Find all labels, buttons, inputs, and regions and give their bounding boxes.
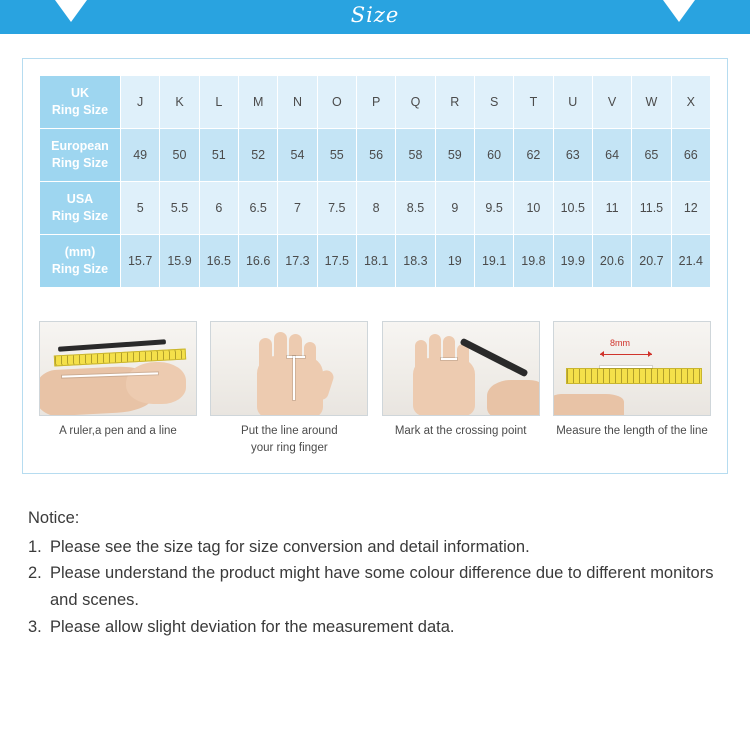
row-header-mm (40, 235, 121, 288)
table-row (40, 129, 711, 182)
cell-usa-12: 11 (592, 182, 631, 235)
arm-shape (553, 394, 624, 416)
cell-eu-10: 62 (514, 129, 553, 182)
cell-mm-1: 15.9 (160, 235, 199, 288)
cell-eu-8: 59 (435, 129, 474, 182)
list-item (28, 560, 728, 613)
row-header-mm-line1: (mm) (64, 245, 96, 260)
cell-usa-3: 6.5 (238, 182, 277, 235)
cell-uk-0: J (121, 76, 160, 129)
cell-eu-9: 60 (474, 129, 513, 182)
cell-eu-1: 50 (160, 129, 199, 182)
measure-length-label: 8mm (609, 338, 630, 348)
cell-usa-13: 11.5 (632, 182, 671, 235)
cell-eu-6: 56 (356, 129, 395, 182)
thread-tail (293, 356, 295, 400)
measure-step-1-caption: A ruler,a pen and a line (59, 425, 177, 437)
measure-step-3-caption: Mark at the crossing point (394, 425, 527, 437)
cell-eu-4: 54 (278, 129, 317, 182)
notice-item-2-text: Please understand the product might have some colour difference due to different monitors and scenes. (50, 564, 714, 610)
cell-uk-7: Q (396, 76, 435, 129)
cell-eu-7: 58 (396, 129, 435, 182)
cell-mm-6: 18.1 (356, 235, 395, 288)
cell-uk-3: M (238, 76, 277, 129)
list-item (28, 534, 728, 561)
cell-usa-5: 7.5 (317, 182, 356, 235)
cell-mm-9: 19.1 (474, 235, 513, 288)
cell-eu-14: 66 (671, 129, 710, 182)
notice-item-1-text: Please see the size tag for size conversion and detail information. (50, 537, 530, 556)
ruler-measure-icon (553, 321, 711, 416)
cell-usa-4: 7 (278, 182, 317, 235)
cell-uk-6: P (356, 76, 395, 129)
cell-mm-13: 20.7 (632, 235, 671, 288)
banner-right-notch (663, 0, 695, 22)
notice-title: Notice: (28, 509, 80, 527)
finger-1 (259, 338, 272, 374)
cell-eu-5: 55 (317, 129, 356, 182)
thread-shape (441, 358, 457, 360)
notice-list (28, 534, 728, 641)
measure-step-2-caption-line1: Put the line around (241, 425, 338, 437)
cell-eu-13: 65 (632, 129, 671, 182)
cell-uk-10: T (514, 76, 553, 129)
page-title: Size (350, 3, 400, 27)
table-row (40, 182, 711, 235)
finger-4 (304, 342, 316, 376)
list-item (28, 614, 728, 641)
cell-usa-14: 12 (671, 182, 710, 235)
ruler-ticks (567, 369, 701, 383)
cell-mm-12: 20.6 (592, 235, 631, 288)
banner-center-plate (225, 0, 525, 34)
row-header-uk-line1: UK (70, 86, 90, 101)
cell-mm-2: 16.5 (199, 235, 238, 288)
cell-mm-5: 17.5 (317, 235, 356, 288)
row-header-usa-line2: Ring Size (51, 209, 109, 223)
measure-step-1 (39, 321, 197, 456)
cell-uk-1: K (160, 76, 199, 129)
notice-section (28, 505, 728, 641)
cell-mm-8: 19 (435, 235, 474, 288)
cell-mm-11: 19.9 (553, 235, 592, 288)
measure-step-2-caption-line2: your ring finger (250, 441, 328, 454)
cell-mm-7: 18.3 (396, 235, 435, 288)
row-header-mm-line2: Ring Size (51, 262, 109, 276)
cell-uk-11: U (553, 76, 592, 129)
row-header-european-line1: European (51, 139, 109, 154)
finger-3 (289, 334, 302, 374)
measure-step-2 (210, 321, 368, 456)
cell-eu-2: 51 (199, 129, 238, 182)
row-header-european-line2: Ring Size (51, 156, 109, 170)
row-header-uk (40, 76, 121, 129)
cell-uk-12: V (592, 76, 631, 129)
finger-4 (457, 344, 469, 376)
cell-mm-0: 15.7 (121, 235, 160, 288)
cell-mm-4: 17.3 (278, 235, 317, 288)
cell-mm-3: 16.6 (238, 235, 277, 288)
cell-mm-10: 19.8 (514, 235, 553, 288)
hand-shape (126, 362, 186, 404)
measure-step-4 (553, 321, 711, 456)
notice-item-3-text: Please allow slight deviation for the measurement data. (50, 617, 455, 636)
measure-dimension-arrow (600, 354, 652, 355)
table-row (40, 235, 711, 288)
cell-uk-13: W (632, 76, 671, 129)
cell-uk-8: R (435, 76, 474, 129)
finger-2 (429, 334, 441, 376)
cell-uk-2: L (199, 76, 238, 129)
marking-hand-shape (487, 380, 540, 416)
cell-usa-11: 10.5 (553, 182, 592, 235)
ruler-shape (566, 368, 702, 384)
thread-shape (600, 366, 652, 368)
notice-item-1-number: 1. (28, 537, 42, 556)
row-header-european (40, 129, 121, 182)
hand-with-thread-icon (210, 321, 368, 416)
ruler-pen-line-icon (39, 321, 197, 416)
cell-mm-14: 21.4 (671, 235, 710, 288)
page-banner (0, 0, 750, 34)
cell-eu-0: 49 (121, 129, 160, 182)
cell-eu-11: 63 (553, 129, 592, 182)
cell-usa-7: 8.5 (396, 182, 435, 235)
measure-step-4-caption: Measure the length of the line (556, 425, 708, 437)
cell-usa-9: 9.5 (474, 182, 513, 235)
measure-step-2-caption (210, 423, 368, 456)
cell-usa-8: 9 (435, 182, 474, 235)
row-header-usa-line1: USA (66, 192, 94, 207)
notice-item-3-number: 3. (28, 617, 42, 636)
banner-left-notch (55, 0, 87, 22)
thread-shape (287, 356, 305, 358)
cell-uk-9: S (474, 76, 513, 129)
row-header-uk-line2: Ring Size (51, 103, 109, 117)
finger-1 (415, 340, 427, 376)
measure-steps (39, 321, 711, 456)
cell-usa-2: 6 (199, 182, 238, 235)
cell-uk-14: X (671, 76, 710, 129)
size-chart-card (22, 58, 728, 474)
finger-2 (274, 332, 287, 374)
row-header-usa (40, 182, 121, 235)
cell-eu-12: 64 (592, 129, 631, 182)
finger-3 (443, 336, 455, 376)
cell-eu-3: 52 (238, 129, 277, 182)
measure-step-3 (382, 321, 540, 456)
notice-item-2-number: 2. (28, 564, 42, 583)
cell-usa-6: 8 (356, 182, 395, 235)
cell-uk-5: O (317, 76, 356, 129)
hand-marking-pen-icon (382, 321, 540, 416)
table-row (40, 76, 711, 129)
cell-usa-10: 10 (514, 182, 553, 235)
ring-size-table (39, 75, 711, 288)
cell-usa-0: 5 (121, 182, 160, 235)
cell-uk-4: N (278, 76, 317, 129)
cell-usa-1: 5.5 (160, 182, 199, 235)
